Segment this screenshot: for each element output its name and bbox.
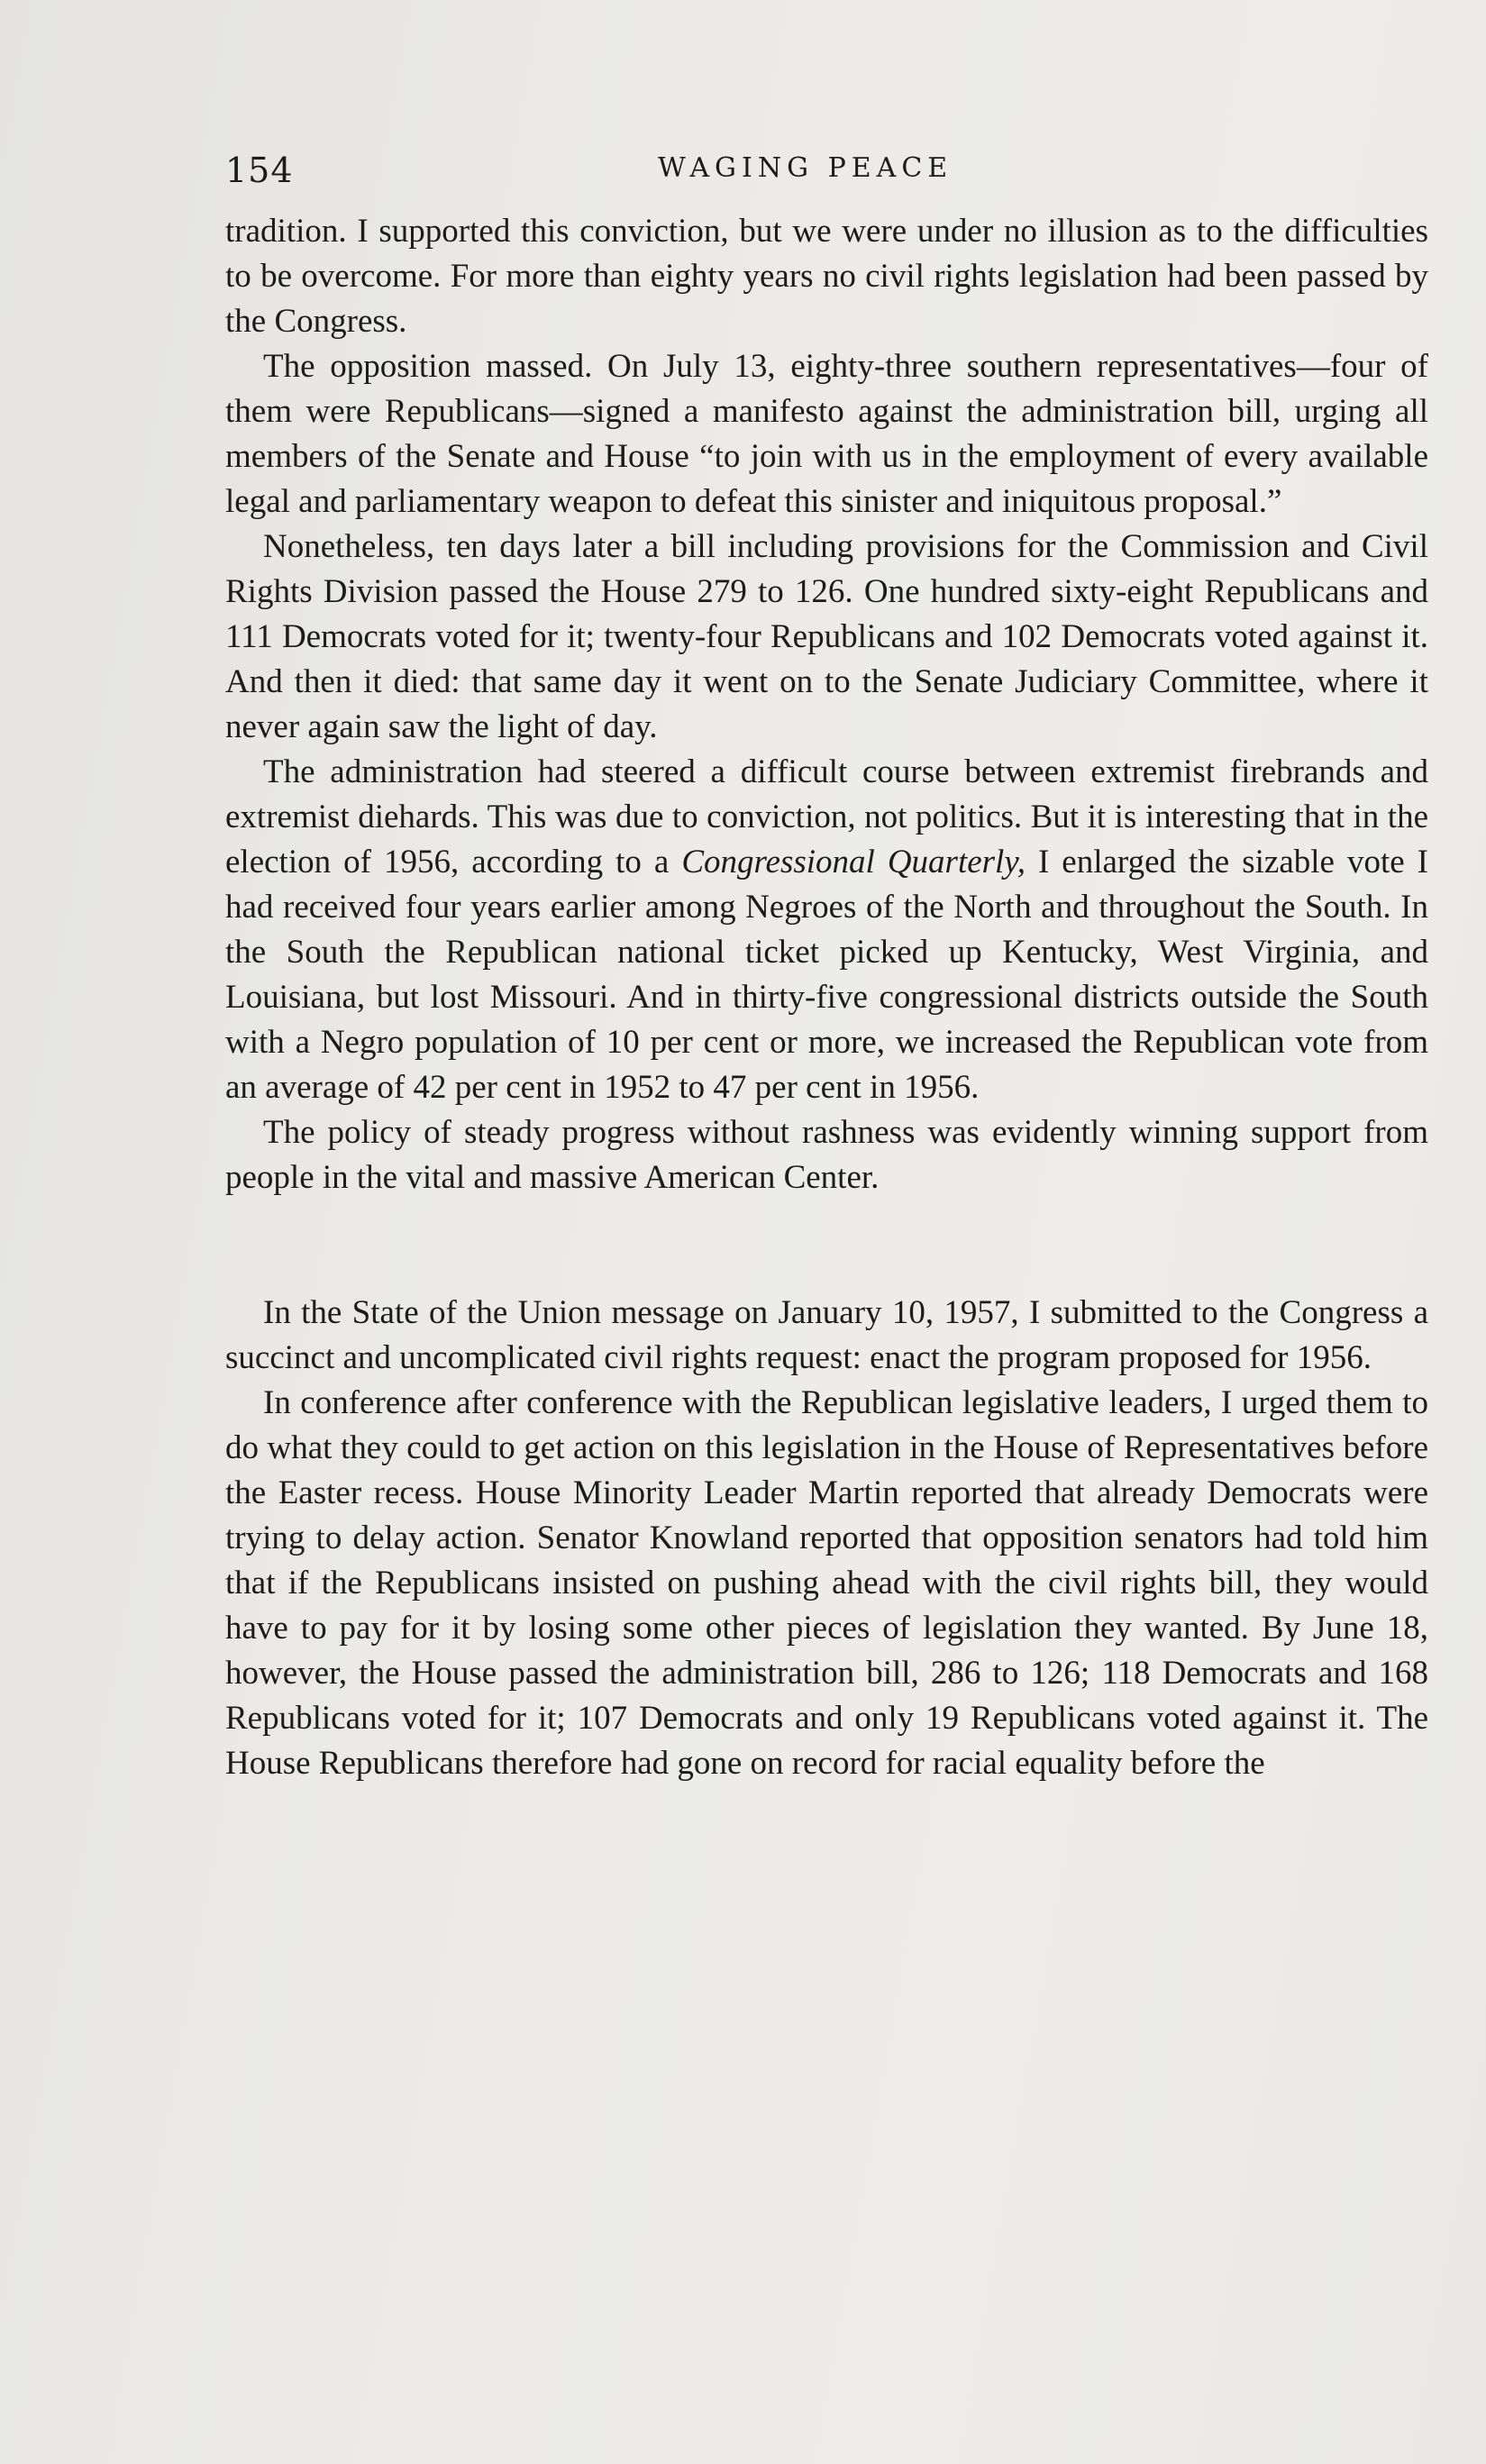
paragraph-election-1956: [225, 750, 1428, 1110]
running-head-title: WAGING PEACE: [658, 152, 953, 184]
section-break: [225, 1200, 1428, 1291]
paragraph-house-vote: Nonetheless, ten days later a bill including provisions for the Commission and Civil Rights Division passed the House 279 to 126. One hundred sixty-eight Republicans and 111 Democrats voted for it; twenty-four Republicans and 102 Democrats voted against it. And then it died: that same day it went on to the Senate Judiciary Committee, where it never again saw the light of day.: [225, 528, 1428, 745]
paragraph-legislative-leaders: In conference after conference with the Republican legislative leaders, I urged them to do what they could to get action on this legislation in the House of Representatives before the Easter recess. House Minority Leader Martin reported that already Democrats were trying to delay action. Senator Knowland reported that opposition senators had told him that if the Republicans insisted on pushing ahead with the civil rights bill, they would have to pay for it by losing some other pieces of legislation they wanted. By June 18, however, the House passed the administration bill, 286 to 126; 118 Democrats and 168 Republicans voted for it; 107 Democrats and only 19 Republicans voted against it. The House Republicans therefore had gone on record for racial equality before the: [225, 1384, 1428, 1782]
body-text: [225, 209, 1428, 1786]
paragraph-continuation: tradition. I supported this conviction, but we were under no illusion as to the difficulties to be overcome. For more than eighty years no civil rights legislation had been passed by the Congress.: [225, 213, 1428, 340]
congressional-quarterly-italic: Congressional Quarterly,: [681, 844, 1026, 881]
paragraph-election-text-after: I enlarged the sizable vote I had received four years earlier among Negroes of the North and throughout the South. In the South the Republican national ticket picked up Kentucky, West Virginia, and Louisiana, but lost Missouri. And in thirty-five congressional districts outside the South with a Negro population of 10 per cent or more, we increased the Republican vote from an average of 42 per cent in 1952 to 47 per cent in 1956.: [225, 844, 1429, 1106]
paragraph-state-of-union: In the State of the Union message on January 10, 1957, I submitted to the Congress a succinct and uncomplicated civil rights request: enact the program proposed for 1956.: [225, 1294, 1428, 1376]
page-number: 154: [225, 151, 294, 190]
paragraph-opposition: The opposition massed. On July 13, eighty-three southern representatives—four of them were Republicans—signed a manifesto against the administration bill, urging all members of the Senate and House “to join with us in the employment of every available legal and parliamentary weapon to defeat this sinister and iniquitous proposal.”: [225, 348, 1428, 520]
paragraph-steady-progress: The policy of steady progress without rashness was evidently winning support from people in the vital and massive American Center.: [225, 1114, 1428, 1196]
paragraph-election-text-before: The administration had steered a difficult course between extremist firebrands and extremist diehards. This was due to conviction, not politics. But it is interesting that in the election of 1956, according to a: [225, 753, 1428, 881]
